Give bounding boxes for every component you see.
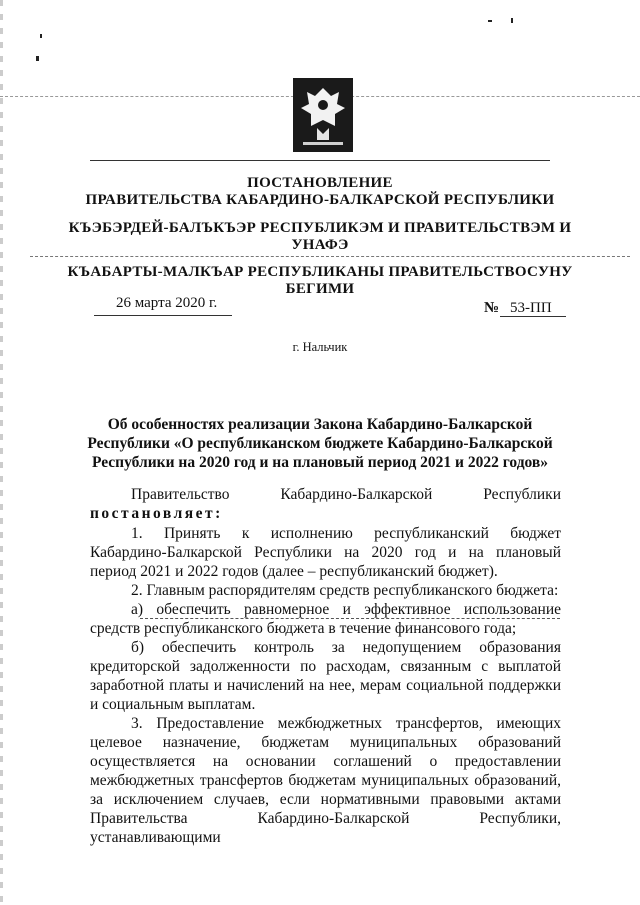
scan-speck [488,20,492,22]
p1-line-3: период 2021 и 2022 годов (далее – республиканский бюджет). [90,563,498,580]
subject-line-3: Республики на 2020 год и на плановый период 2021 и 2022 годов» [91,454,549,471]
p2b-line-4: и социальным выплатам. [90,696,256,713]
scan-speck [36,56,39,61]
p2a-line-1: а) обеспечить равномерное и эффективное использование [131,601,561,618]
date-underline [94,315,232,316]
p1-line-2: Кабардино-Балкарской Республики на 2020 год и на плановый [90,544,561,561]
p2a-line-2: средств республиканского бюджета в течение финансового года; [90,620,517,637]
p3-line-2: целевое назначение, бюджетам муниципальных образований [90,734,561,751]
intro-line-2: постановляет: [90,505,223,522]
p2b-line-1: б) обеспечить контроль за недопущением образования [131,639,561,656]
p3-line-6: Правительства Кабардино-Балкарской Республики, устанавливающими [90,810,561,847]
subject-line-1: Об особенностях реализации Закона Кабардино-Балкарской [107,416,533,433]
organization-name-kbd: КЪЭБЭРДЕЙ-БАЛЪКЪЭР РЕСПУБЛИКЭМ И ПРАВИТЕЛЬСТВЭМ И [68,220,572,236]
document-title: ПОСТАНОВЛЕНИЕ [247,175,393,191]
number-label: № [484,300,500,316]
intro-line-1: Правительство Кабардино-Балкарской Республики [131,486,561,503]
p2b-line-2: кредиторской задолженности по расходам, связанным с выплатой [90,658,561,675]
p1-line-1: 1. Принять к исполнению республиканский бюджет [131,525,561,542]
separator-rule [30,256,630,257]
coat-of-arms-emblem [293,78,353,152]
p3-line-5: за исключением случаев, если нормативными правовыми актами [90,791,561,808]
number-underline [500,316,566,317]
organization-name-ru: ПРАВИТЕЛЬСТВА КАБАРДИНО-БАЛКАРСКОЙ РЕСПУБЛИКИ [85,192,555,208]
organization-name-krc-line2: БЕГИМИ [285,281,355,297]
document-number: 53-ПП [510,300,552,316]
p2b-line-3: заработной платы и начислений на нее, мерам социальной поддержки [90,677,561,694]
document-city: г. Нальчик [292,340,348,354]
document-date: 26 марта 2020 г. [116,295,218,311]
scan-speck [511,18,513,23]
p3-line-4: межбюджетных трансфертов бюджетам муниципальных образований, [90,772,561,789]
p3-line-1: 3. Предоставление межбюджетных трансфертов, имеющих [131,715,561,732]
subject-line-2: Республики «О республиканском бюджете Кабардино-Балкарской [87,435,553,452]
organization-name-kbd-line2: УНАФЭ [291,237,349,253]
scan-speck [40,34,42,38]
header-rule [90,160,550,161]
p2-line-1: 2. Главным распорядителям средств республиканского бюджета: [131,582,559,599]
p3-line-3: осуществляется на основании соглашений о предоставлении [90,753,561,770]
organization-name-krc: КЪАБАРТЫ-МАЛКЪАР РЕСПУБЛИКАНЫ ПРАВИТЕЛЬСТВОСУНУ [67,264,573,280]
